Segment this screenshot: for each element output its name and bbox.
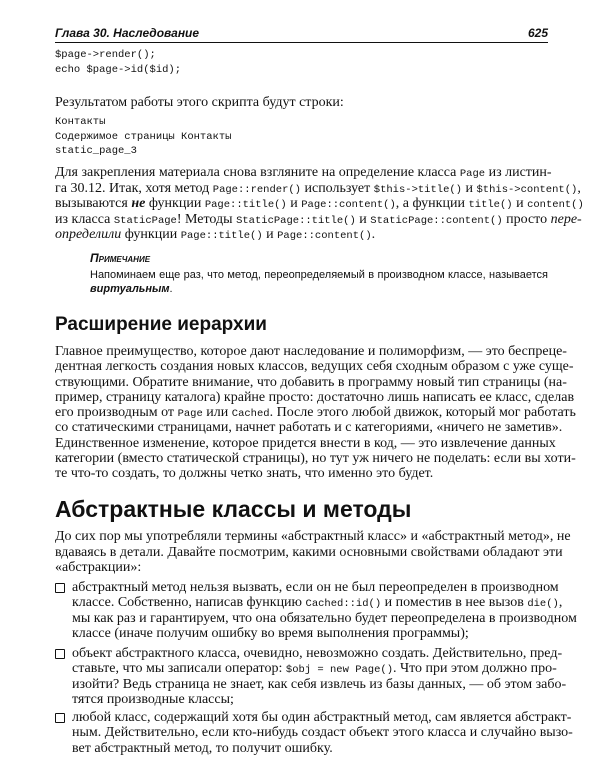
inline-code: die()	[527, 598, 559, 611]
text-line	[55, 211, 582, 228]
text-line	[55, 560, 548, 576]
emphasis-text: виртуальным	[90, 283, 170, 295]
inline-code: Page::render()	[212, 183, 301, 196]
note-title: Примечание	[90, 251, 151, 265]
text-run: классе. Собственно, написав функцию	[72, 595, 306, 611]
text-line	[55, 180, 581, 197]
text-line	[55, 196, 584, 212]
text-line	[72, 710, 572, 725]
note-text	[90, 268, 548, 296]
checkbox-bullet-icon	[55, 649, 65, 659]
text-line	[72, 580, 559, 595]
text-run: категории (вместо статической страницы), но тут уж ничего не поделать: если вы хоти-	[55, 450, 576, 466]
text-run: и	[286, 196, 302, 212]
text-run: из листин-	[485, 165, 552, 180]
inline-code: StaticPage::title()	[236, 214, 356, 227]
text-run: просто	[502, 211, 551, 227]
inline-code: Page::title()	[180, 230, 263, 243]
text-line	[72, 692, 548, 707]
text-line	[55, 359, 574, 375]
section-heading-hierarchy: Расширение иерархии	[55, 314, 267, 335]
text-run: ! Методы	[176, 211, 237, 227]
text-line	[90, 282, 548, 296]
text-line	[72, 595, 563, 611]
text-run: тятся производные классы;	[72, 691, 234, 707]
text-run: ствующими. Обратите внимание, что добавить в программу новый тип страницы (на-	[55, 374, 567, 390]
text-run: Главное преимущество, которое дают наследование и полиморфизм, — это беспреце-	[55, 344, 567, 359]
running-header	[55, 24, 548, 43]
text-run: . Что при этом должно про-	[393, 661, 557, 677]
text-line	[55, 95, 548, 111]
text-run: Единственное изменение, которое придется внести в код, — это извлечение данных	[55, 435, 556, 451]
inline-code: Cached::id()	[305, 598, 382, 611]
bullet-item	[72, 646, 567, 707]
text-line	[55, 344, 567, 359]
chapter-title: Глава 30. Наследование	[55, 26, 200, 40]
text-run: и	[355, 211, 371, 227]
inline-code: Page::content()	[277, 230, 372, 243]
inline-code: StaticPage	[113, 214, 177, 227]
inline-code: Контакты	[55, 116, 106, 128]
inline-code: Page	[459, 168, 486, 180]
text-run: пример, страницу каталога) крайне просто: достаточно лишь написать ее класс, сделав	[55, 389, 575, 405]
text-run: абстрактный метод нельзя вызвать, если он не был переопределен в производном	[72, 580, 559, 595]
text-run: Для закрепления материала снова взгляните на определение класса	[55, 165, 460, 180]
text-run: объект абстрактного класса, очевидно, невозможно создать. Действительно, пред-	[72, 646, 563, 661]
bullet-item	[72, 580, 577, 641]
inline-code: title()	[468, 199, 513, 212]
text-run: функции	[145, 196, 205, 212]
text-run: любой класс, содержащий хотя бы один абстрактный метод, сам является абстракт-	[72, 710, 572, 725]
inline-code: Page::content()	[301, 199, 396, 212]
section-heading-abstract: Абстрактные классы и методы	[55, 496, 412, 522]
text-run: вызываются	[55, 196, 132, 212]
inline-code: Page	[177, 408, 203, 420]
text-line	[55, 227, 548, 243]
text-run: использует	[300, 180, 374, 196]
text-line	[55, 450, 576, 466]
result-intro	[55, 95, 548, 111]
text-line	[55, 389, 575, 405]
text-run: вет абстрактный метод, то получит ошибку.	[72, 740, 333, 756]
text-line	[72, 741, 548, 756]
text-run: его производным от	[55, 405, 178, 420]
text-run: и	[262, 227, 278, 243]
text-run: изойти? Ведь страница не знает, как себя извлечь из базы данных, — об этом забо-	[72, 676, 567, 692]
checkbox-bullet-icon	[55, 713, 65, 723]
inline-code: $obj = new Page()	[285, 664, 394, 677]
text-line	[72, 676, 567, 692]
text-run: Напоминаем еще раз, что метод, переопределяемый в производном классе, называется	[90, 269, 548, 281]
text-run: дентная легкость создания новых классов, ведущих себя сходным образом с уже суще-	[55, 359, 574, 375]
text-line	[72, 725, 573, 741]
text-run: До сих пор мы употребляли термины «абстрактный класс» и «абстрактный метод», не	[55, 529, 571, 544]
text-run: со статическими страницами, начнет работать и с категориями, «ничего не заметив».	[55, 420, 563, 436]
emphasis-text: не	[131, 196, 146, 212]
inline-code: StaticPage::content()	[370, 214, 503, 227]
page-number: 625	[527, 26, 548, 40]
inline-code: content()	[527, 199, 584, 212]
text-run: ,	[577, 180, 581, 196]
text-line	[55, 544, 563, 561]
text-run: га 30.12. Итак, хотя метод	[55, 180, 213, 196]
text-run: те что-то создать, то должны четко знать, что именно это будет.	[55, 466, 434, 481]
bullet-item	[72, 710, 573, 756]
inline-code: $page->render();	[55, 49, 156, 61]
text-line	[55, 466, 548, 481]
text-run: классе (иначе получим ошибку во время выполнения программы);	[72, 625, 469, 641]
text-run: вдаваясь в детали. Давайте посмотрим, какими основными свойствами обладают эти	[55, 544, 563, 560]
inline-code: $this->title()	[373, 183, 462, 196]
text-run: .	[169, 283, 173, 295]
text-run: ставьте, что мы записали оператор:	[72, 661, 286, 677]
text-run: и	[461, 180, 477, 196]
inline-code: Page::title()	[204, 199, 287, 212]
paragraph-hierarchy	[55, 344, 576, 481]
paragraph-review	[55, 165, 584, 243]
code-listing	[55, 48, 548, 77]
text-run: .	[371, 227, 376, 243]
text-run: , а функции	[395, 196, 469, 212]
text-line	[55, 374, 567, 390]
inline-code: $this->content()	[476, 183, 578, 196]
text-run: мы как раз и гарантируем, что она обязательно будет переопределена в производном	[72, 610, 577, 626]
text-line	[72, 646, 563, 661]
checkbox-bullet-icon	[55, 583, 65, 593]
text-line	[72, 626, 548, 641]
text-run: «абстракции»:	[55, 560, 142, 576]
text-line	[55, 435, 556, 451]
emphasis-text: пере-	[550, 211, 582, 227]
text-line	[55, 420, 563, 436]
text-line	[55, 529, 571, 545]
text-line	[55, 144, 548, 159]
text-line	[72, 610, 577, 626]
text-run: и	[512, 196, 528, 212]
text-line	[55, 165, 552, 181]
text-line	[55, 63, 548, 78]
inline-code: echo $page->id($id);	[55, 63, 182, 76]
inline-code: Cached	[231, 408, 270, 420]
text-run: и поместив в нее вызов	[381, 595, 528, 611]
text-run: функции	[121, 227, 181, 243]
text-line	[55, 130, 548, 145]
text-line	[90, 268, 548, 282]
text-run: или	[202, 405, 232, 420]
inline-code: static_page_3	[55, 145, 137, 158]
script-output	[55, 115, 548, 159]
text-run: ,	[558, 595, 563, 611]
text-run: . После этого любой движок, который мог работать	[269, 405, 576, 420]
paragraph-abstract-intro	[55, 529, 571, 576]
text-line	[55, 48, 548, 63]
inline-code: Содержимое страницы Контакты	[55, 130, 232, 143]
text-line	[55, 405, 576, 420]
text-run: из класса	[55, 211, 114, 227]
emphasis-text: определили	[55, 227, 122, 243]
text-run: Результатом работы этого скрипта будут строки:	[55, 95, 344, 110]
text-run: ным. Действительно, если кто-нибудь создаст объект этого класса и случайно вызо-	[72, 725, 573, 741]
text-line	[72, 661, 557, 677]
text-line	[55, 115, 548, 130]
